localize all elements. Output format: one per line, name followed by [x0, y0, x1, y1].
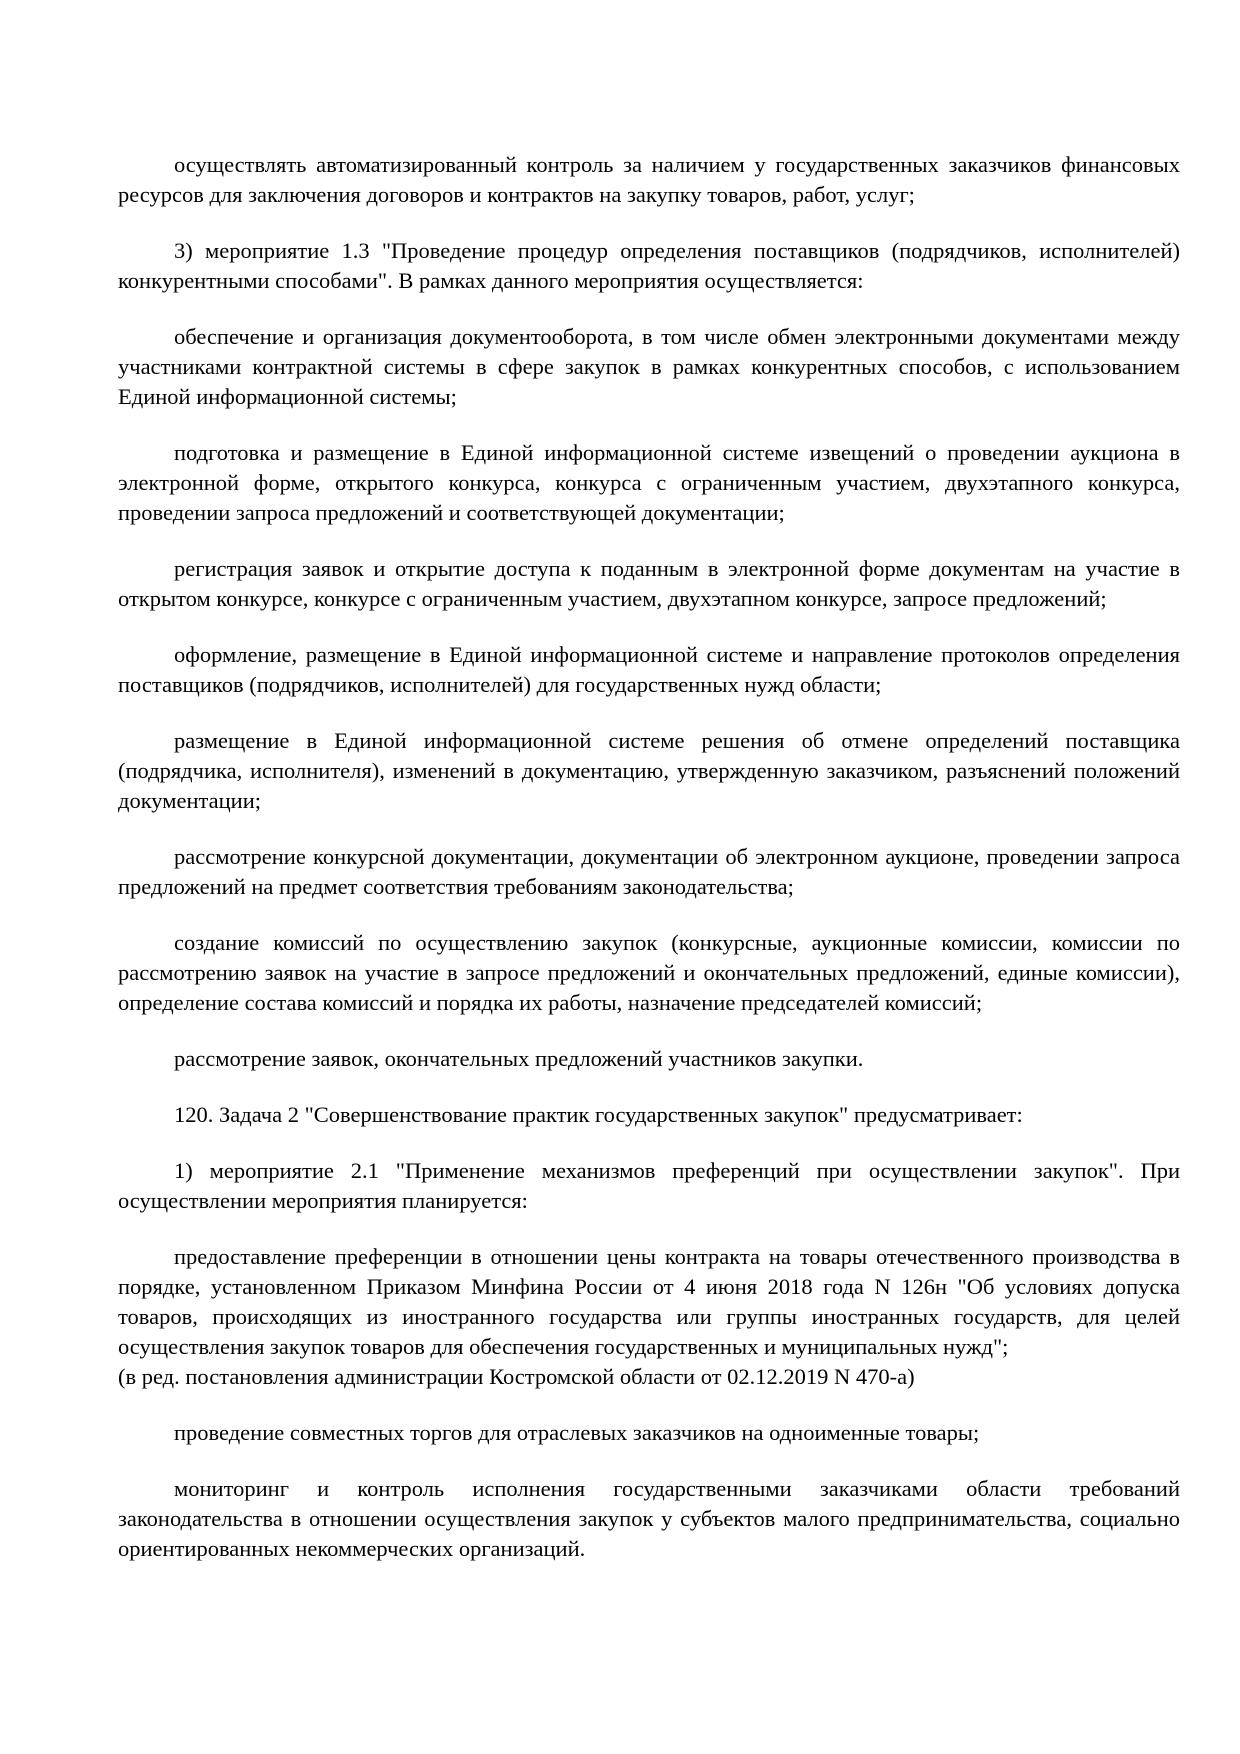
paragraph-measure-1-3: 3) мероприятие 1.3 "Проведение процедур определения поставщиков (подрядчиков, исполнителей) конкурентными способами". В рамках данного мероприятия осуществляется: [118, 238, 1180, 293]
paragraph-task-2: 120. Задача 2 "Совершенствование практик государственных закупок" предусматривает: [174, 1102, 1023, 1127]
paragraph-monitoring: мониторинг и контроль исполнения государственными заказчиками области требований законодательства в отношении осуществления закупок у субъектов малого предпринимательства, социально ориентированных некоммерческих организаций. [118, 1476, 1180, 1561]
paragraph-review-bids: рассмотрение заявок, окончательных предложений участников закупки. [174, 1046, 864, 1071]
paragraph-cancellation: размещение в Единой информационной системе решения об отмене определений поставщика (подрядчика, исполнителя), изменений в документацию, утвержденную заказчиком, разъяснений положений документации; [118, 728, 1180, 813]
paragraph-funds-control: осуществлять автоматизированный контроль за наличием у государственных заказчиков финансовых ресурсов для заключения договоров и контрактов на закупку товаров, работ, услуг; [118, 152, 1180, 207]
paragraph-protocols: оформление, размещение в Единой информационной системе и направление протоколов определения поставщиков (подрядчиков, исполнителей) для государственных нужд области; [118, 642, 1180, 697]
paragraph-registration: регистрация заявок и открытие доступа к поданным в электронной форме документам на участие в открытом конкурсе, конкурсе с ограниченным участием, двухэтапном конкурсе, запросе предложений; [118, 556, 1180, 611]
paragraph-preferences: предоставление преференции в отношении цены контракта на товары отечественного производства в порядке, установленном Приказом Минфина России от 4 июня 2018 года N 126н "Об условиях допуска товаров, происходящих из иностранного государства или группы иностранных государств, для целей осуществления закупок товаров для обеспечения государственных и муниципальных нужд"; [118, 1244, 1180, 1359]
paragraph-measure-2-1: 1) мероприятие 2.1 "Применение механизмов преференций при осуществлении закупок". При осуществлении мероприятия планируется: [118, 1158, 1180, 1213]
document-body [118, 150, 1180, 1590]
paragraph-document-flow: обеспечение и организация документооборота, в том числе обмен электронными документами между участниками контрактной системы в сфере закупок в рамках конкурентных способов, с использованием Единой информационной системы; [118, 324, 1180, 409]
paragraph-review-docs: рассмотрение конкурсной документации, документации об электронном аукционе, проведении запроса предложений на предмет соответствия требованиям законодательства; [118, 844, 1180, 899]
paragraph-joint-tenders: проведение совместных торгов для отраслевых заказчиков на одноименные товары; [174, 1420, 980, 1445]
paragraph-notices: подготовка и размещение в Единой информационной системе извещений о проведении аукциона в электронной форме, открытого конкурса, конкурса с ограниченным участием, двухэтапного конкурса, проведении запроса предложений и соответствующей документации; [118, 440, 1180, 525]
paragraph-commissions: создание комиссий по осуществлению закупок (конкурсные, аукционные комиссии, комиссии по рассмотрению заявок на участие в запросе предложений и окончательных предложений, единые комиссии), определение состава комиссий и порядка их работы, назначение председателей комиссий; [118, 930, 1180, 1015]
amendment-note: (в ред. постановления администрации Костромской области от 02.12.2019 N 470-а) [118, 1364, 915, 1389]
